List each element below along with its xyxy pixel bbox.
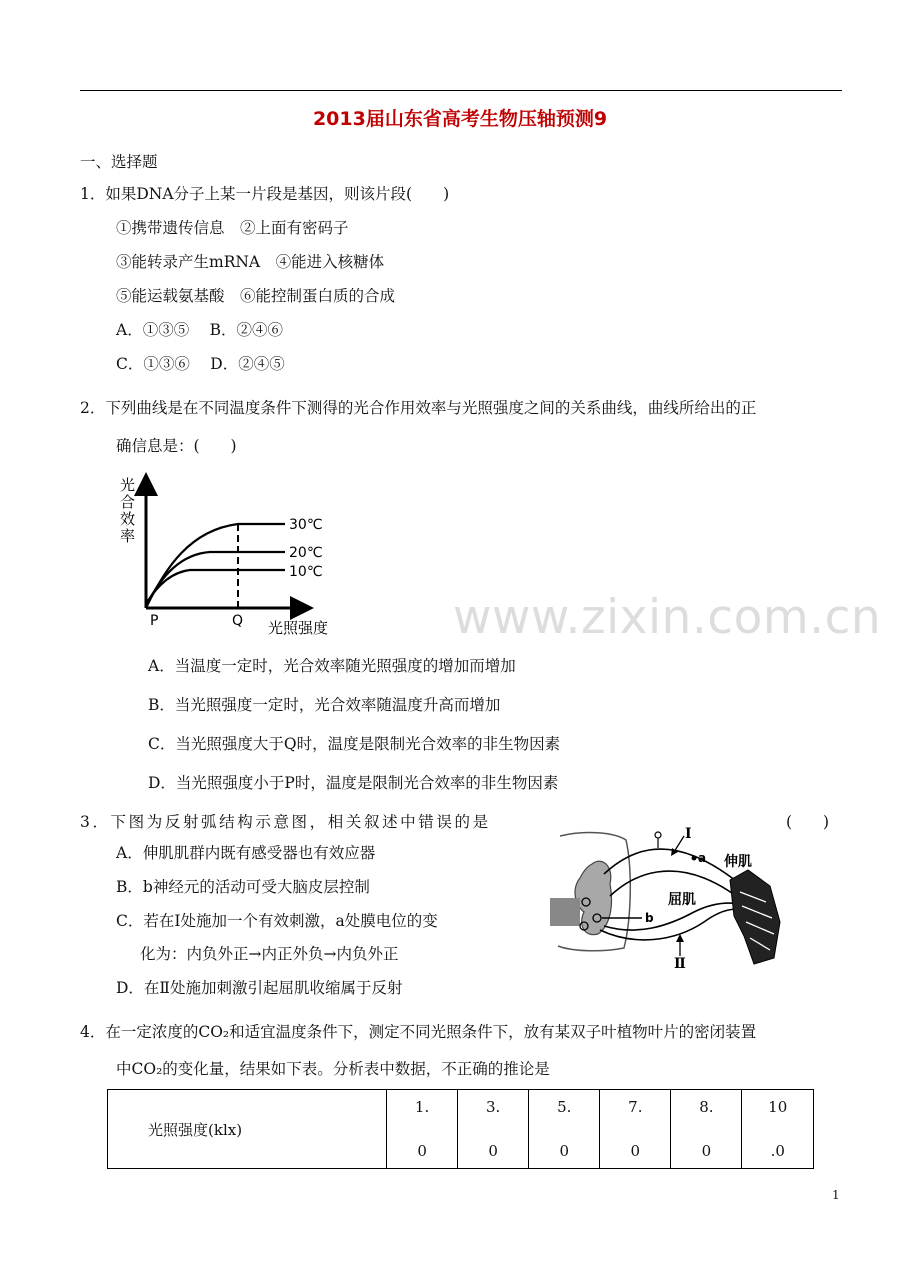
table-cell (742, 1090, 814, 1169)
cell-value-top: 3. (486, 1098, 501, 1116)
label-30c: 30℃ (289, 517, 323, 533)
q2-option-d: D．当光照强度小于P时，温度是限制光合效率的非生物因素 (148, 774, 559, 792)
label-q: Q (232, 613, 244, 629)
q3-option-c-line-1: C．若在Ⅰ处施加一个有效刺激，a处膜电位的变 (116, 912, 438, 930)
table-cell (458, 1090, 529, 1169)
label-p: P (150, 613, 159, 629)
cell-value-top: 10 (768, 1098, 788, 1116)
label-20c: 20℃ (289, 545, 323, 561)
q4-stem-line-2: 中CO₂的变化量，结果如下表。分析表中数据，不正确的推论是 (116, 1060, 550, 1078)
table-row (108, 1090, 814, 1169)
label-II: Ⅱ (674, 956, 686, 968)
q4-data-table (107, 1089, 814, 1169)
cell-value-bottom: 0 (488, 1142, 498, 1160)
label-I: Ⅰ (685, 826, 692, 842)
label-b: b (645, 911, 654, 925)
label-flexor: 屈肌 (668, 892, 696, 908)
q3-answer-paren: ( ) (786, 813, 830, 831)
table-cell (600, 1090, 671, 1169)
page-number: 1 (832, 1188, 840, 1202)
dorsal-root-block (550, 898, 580, 926)
q1-stem: 1．如果DNA分子上某一片段是基因，则该片段( ) (80, 185, 450, 203)
cell-value-bottom: 0 (701, 1142, 712, 1160)
y-axis-label-2: 合 (120, 493, 136, 511)
q3-option-c-line-2: 化为：内负外正→内正外负→内负外正 (140, 945, 399, 963)
cell-value-bottom: 0 (559, 1142, 570, 1160)
cell-value-bottom: .0 (770, 1142, 785, 1160)
q4-stem-line-1: 4．在一定浓度的CO₂和适宜温度条件下，测定不同光照条件下，放有某双子叶植物叶片的密闭装置 (80, 1023, 757, 1041)
watermark: www.zixin.com.cn (453, 590, 882, 645)
receptor-knob (655, 832, 661, 838)
header-rule (80, 90, 842, 91)
curve-30c (146, 524, 285, 608)
q2-option-a: A．当温度一定时，光合效率随光照强度的增加而增加 (148, 657, 516, 675)
q2-stem-line-1: 2．下列曲线是在不同温度条件下测得的光合作用效率与光照强度之间的关系曲线，曲线所给出的正 (80, 399, 757, 417)
cell-value-bottom: 0 (630, 1142, 641, 1160)
q3-option-a: A．伸肌肌群内既有感受器也有效应器 (116, 844, 376, 862)
arrow-I (674, 836, 684, 852)
q3-stem: 3．下图为反射弧结构示意图，相关叙述中错误的是 (80, 813, 491, 831)
q2-stem-line-2: 确信息是：( ) (116, 437, 237, 455)
q2-option-b: B．当光照强度一定时，光合效率随温度升高而增加 (148, 696, 501, 714)
cell-value-top: 1. (414, 1098, 430, 1116)
table-cell (671, 1090, 742, 1169)
cell-value-top: 5. (557, 1098, 572, 1116)
cell-value-top: 8. (699, 1098, 714, 1116)
reflex-arc-diagram (544, 826, 784, 968)
q3-option-b: B．b神经元的活动可受大脑皮层控制 (116, 878, 370, 896)
y-axis-label-4: 率 (120, 527, 136, 545)
q1-options-line-1: ①携带遗传信息 ②上面有密码子 (116, 219, 349, 237)
y-axis-label-1: 光 (120, 476, 136, 494)
table-cell (529, 1090, 600, 1169)
x-axis-label: 光照强度 (268, 619, 329, 637)
q3-option-d: D．在Ⅱ处施加刺激引起屈肌收缩属于反射 (116, 979, 403, 997)
y-axis-label-3: 效 (120, 510, 136, 528)
table-header-cell: 光照强度(klx) (108, 1090, 387, 1169)
q1-options-line-3: ⑤能运载氨基酸 ⑥能控制蛋白质的合成 (116, 287, 396, 305)
q2-light-efficiency-graph (110, 470, 350, 640)
page-title: 2013届山东省高考生物压轴预测9 (312, 108, 608, 130)
q1-answers-line-2: C．①③⑥ D．②④⑤ (116, 355, 285, 373)
label-extensor: 伸肌 (724, 854, 752, 870)
section-heading: 一、选择题 (80, 153, 158, 171)
q2-option-c: C．当光照强度大于Q时，温度是限制光合效率的非生物因素 (148, 735, 561, 753)
cell-value-bottom: 0 (417, 1142, 427, 1160)
cell-value-top: 7. (628, 1098, 643, 1116)
arrow-I-head (671, 848, 678, 856)
label-10c: 10℃ (289, 564, 323, 580)
label-a: a (698, 851, 707, 865)
point-a-dot (692, 856, 697, 861)
q1-answers-line-1: A．①③⑤ B．②④⑥ (116, 321, 284, 339)
table-cell (387, 1090, 458, 1169)
q1-options-line-2: ③能转录产生mRNA ④能进入核糖体 (116, 253, 385, 271)
muscle-bundle (730, 870, 780, 964)
